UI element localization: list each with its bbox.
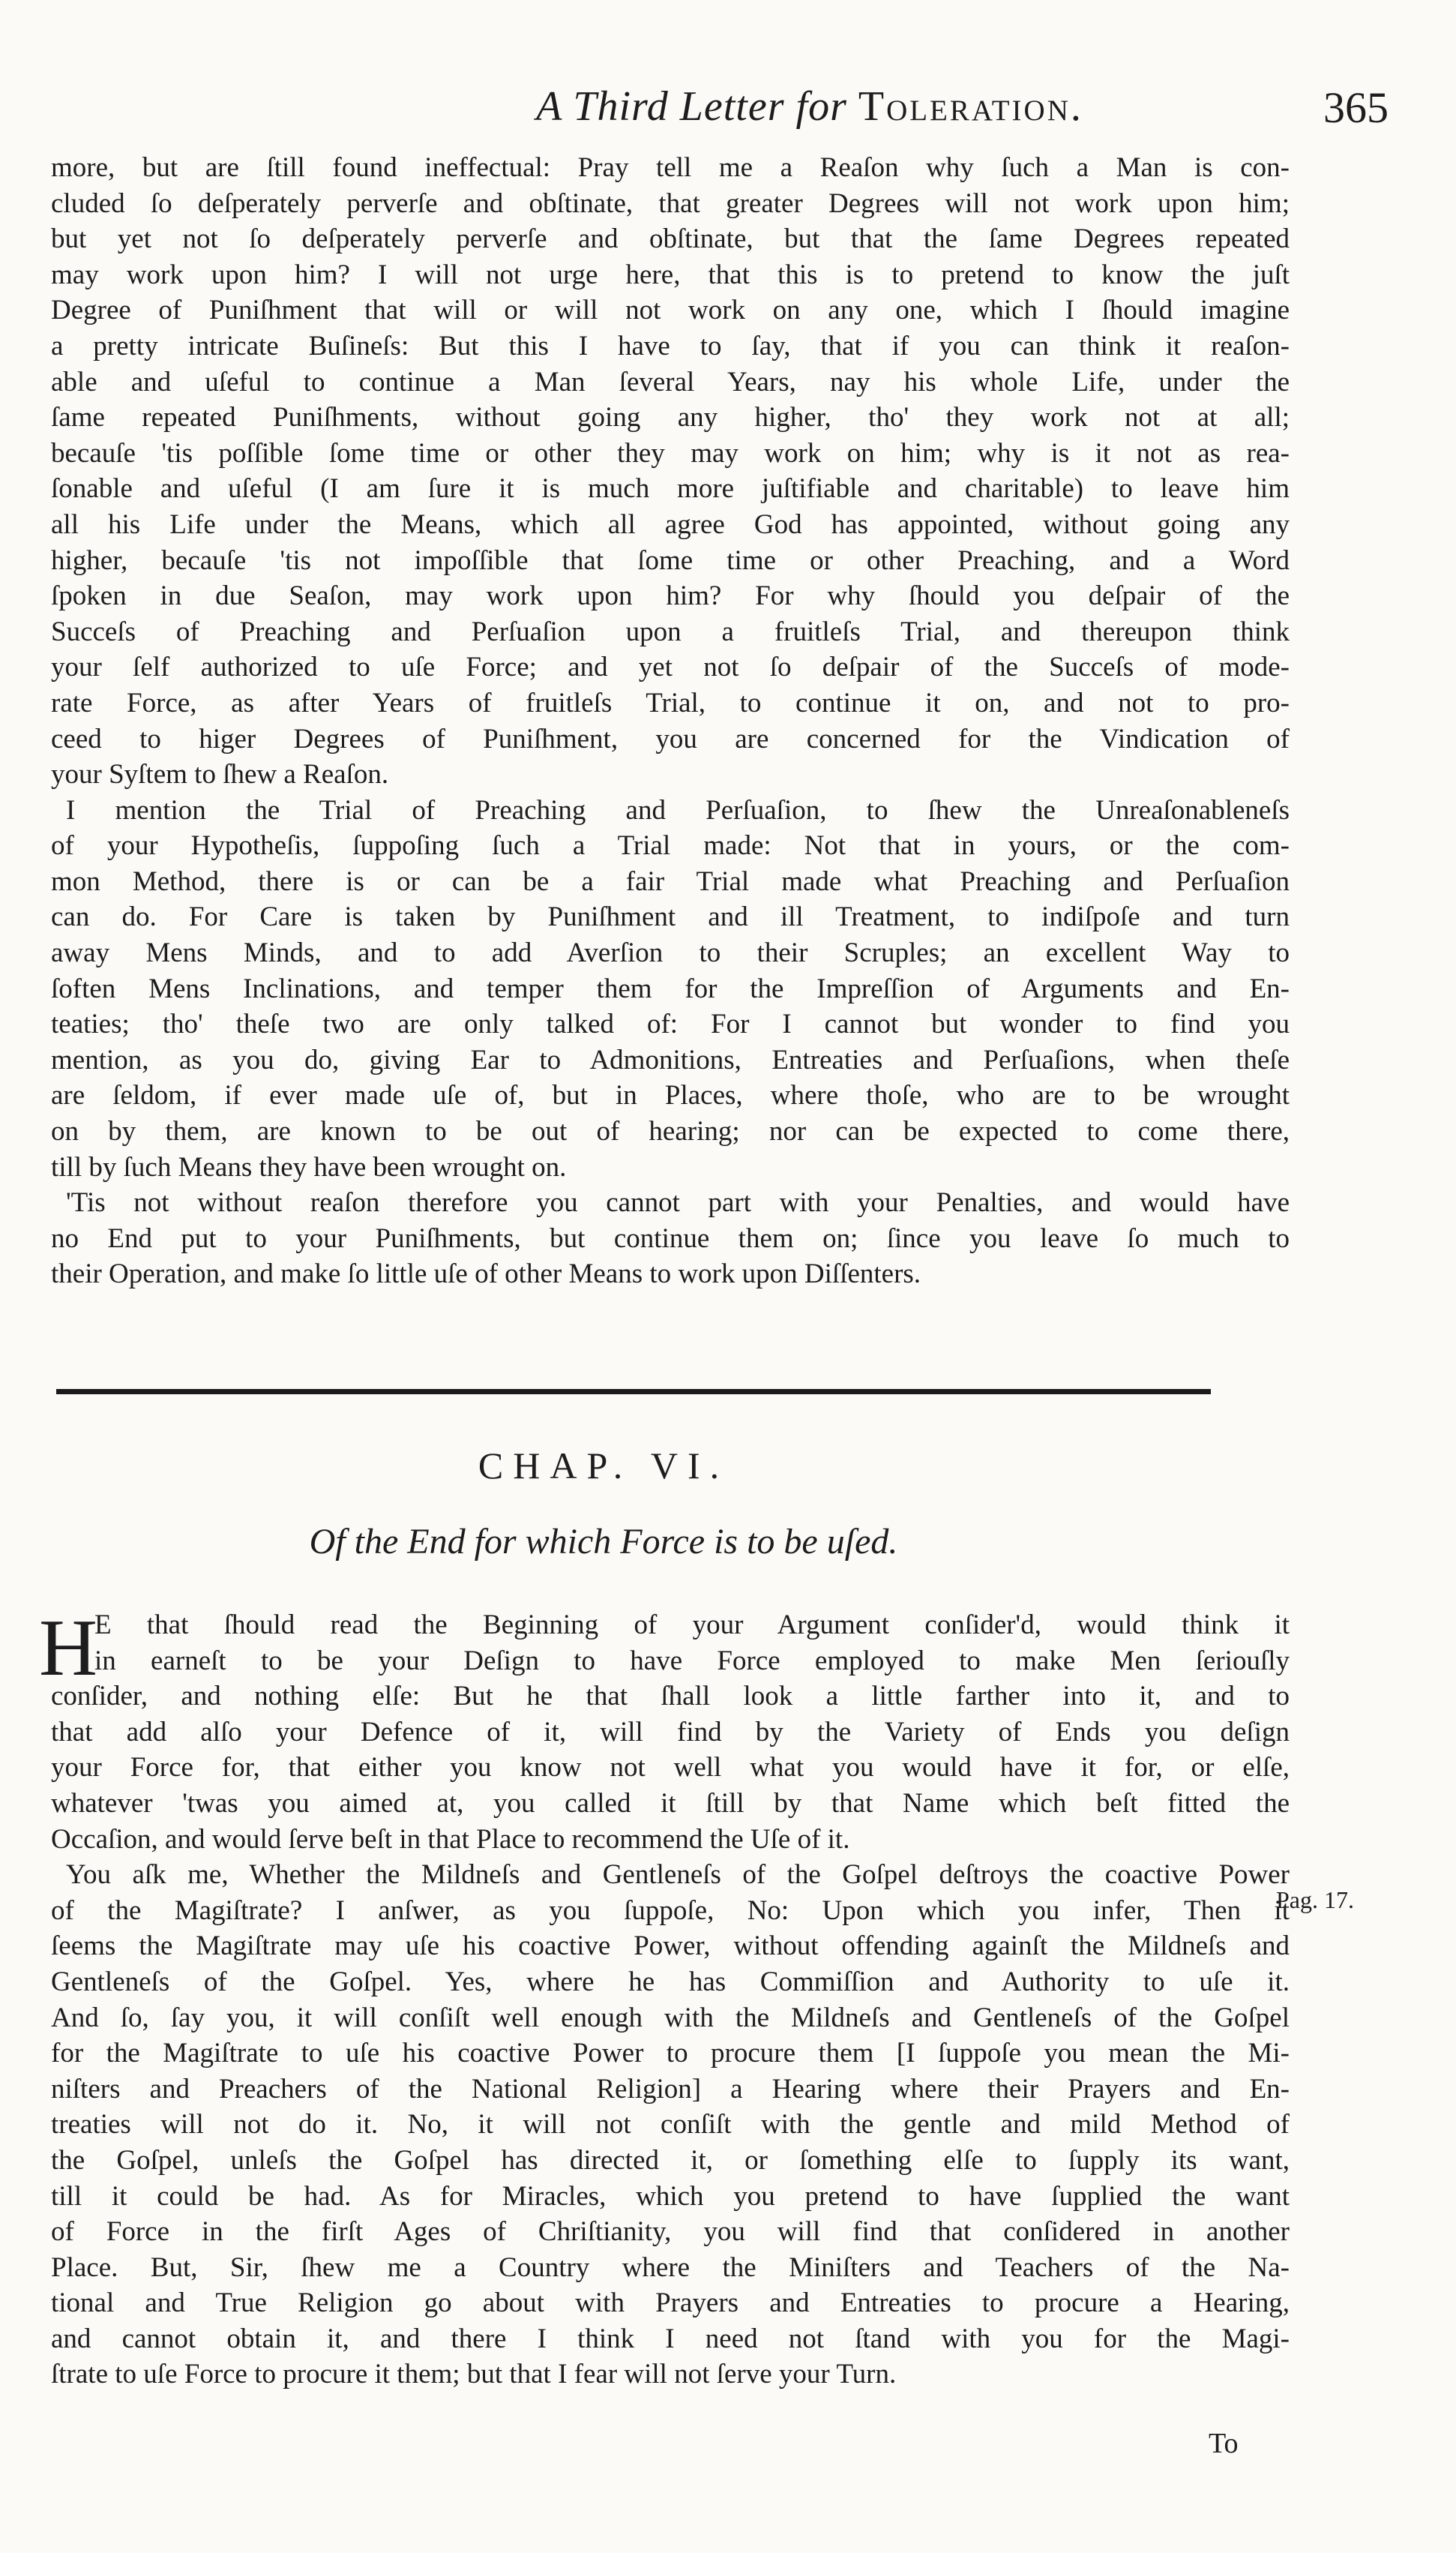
text-line: of Force in the firſt Ages of Chriſtianity, you will find that conſidered in another [51, 2216, 1290, 2248]
text-line: niſters and Preachers of the National Religion] a Hearing where their Prayers and En- [51, 2073, 1290, 2104]
text-line: in earneſt to be your Deſign to have Force employed to make Men ſeriouſly [94, 1645, 1290, 1676]
text-line: ſeems the Magiſtrate may uſe his coactive Power, without offending againſt the Mildneſs and [51, 1930, 1290, 1962]
running-title-caps: Toleration. [858, 83, 1083, 130]
text-line: conſider, and nothing elſe: But he that ſhall look a little farther into it, and to [51, 1681, 1290, 1712]
text-line: cluded ſo deſperately perverſe and obſtinate, that greater Degrees will not work upon him; [51, 188, 1290, 219]
text-line: for the Magiſtrate to uſe his coactive Power to procure them [I ſuppoſe you mean the Mi- [51, 2038, 1290, 2069]
chapter-body-text [51, 1607, 1290, 2392]
text-line: And ſo, ſay you, it will conſiſt well enough with the Mildneſs and Gentleneſs of the Goſpel [51, 2002, 1290, 2033]
text-line: the Goſpel, unleſs the Goſpel has directed it, or ſomething elſe to ſupply its want, [51, 2144, 1290, 2176]
text-line: of your Hypotheſis, ſuppoſing ſuch a Trial made: Not that in yours, or the com- [51, 830, 1290, 862]
text-line: higher, becauſe 'tis not impoſſible that ſome time or other Preaching, and a Word [51, 544, 1290, 576]
text-line: mention, as you do, giving Ear to Admonitions, Entreaties and Perſuaſions, when theſe [51, 1044, 1290, 1076]
text-line: that add alſo your Defence of it, will find by the Variety of Ends you deſign [51, 1716, 1290, 1748]
page-header [0, 82, 1456, 142]
running-title [345, 82, 1275, 130]
text-line: no End put to your Puniſhments, but continue them on; ſince you leave ſo much to [51, 1222, 1290, 1254]
text-line: Place. But, Sir, ſhew me a Country where the Miniſters and Teachers of the Na- [51, 2252, 1290, 2283]
text-line: all his Life under the Means, which all agree God has appointed, without going any [51, 508, 1290, 540]
chapter-subtitle: Of the End for which Force is to be uſed. [309, 1522, 898, 1562]
text-line: ſpoken in due Seaſon, may work upon him? For why ſhould you deſpair of the [51, 580, 1290, 612]
text-line: ceed to higer Degrees of Puniſhment, you are concerned for the Vindication of [51, 723, 1290, 754]
text-line: their Operation, and make ſo little uſe of other Means to work upon Diſſenters. [51, 1258, 921, 1290]
page-number: 365 [1323, 83, 1389, 132]
text-line: tional and True Religion go about with Prayers and Entreaties to procure a Hearing, [51, 2288, 1290, 2319]
text-line: ſtrate to uſe Force to procure it them; but that I fear will not ſerve your Turn. [51, 2359, 897, 2390]
text-line: but yet not ſo deſperately perverſe and obſtinate, but that the ſame Degrees repeated [51, 224, 1290, 255]
text-line: till by ſuch Means they have been wrought on. [51, 1151, 567, 1183]
text-line: a pretty intricate Buſineſs: But this I have to ſay, that if you can think it reaſon- [51, 330, 1290, 362]
text-line: You aſk me, Whether the Mildneſs and Gentleneſs of the Goſpel deſtroys the coactive Power [66, 1859, 1290, 1891]
text-line: I mention the Trial of Preaching and Perſuaſion, to ſhew the Unreaſonableneſs [66, 794, 1290, 826]
text-line: mon Method, there is or can be a fair Trial made what Preaching and Perſuaſion [51, 866, 1290, 897]
text-line: are ſeldom, if ever made uſe of, but in Places, where thoſe, who are to be wrought [51, 1080, 1290, 1112]
section-rule [56, 1389, 1211, 1394]
text-line: your Force for, that either you know not well what you would have it for, or elſe, [51, 1752, 1290, 1784]
drop-cap: H [39, 1604, 97, 1693]
body-text-continued [51, 150, 1290, 1292]
text-line: may work upon him? I will not urge here, that this is to pretend to know the juſt [51, 259, 1290, 290]
text-line: ſoften Mens Inclinations, and temper them for the Impreſſion of Arguments and En- [51, 973, 1290, 1004]
text-line: ſonable and uſeful (I am ſure it is much more juſtifiable and charitable) to leave him [51, 473, 1290, 505]
catchword: To [1209, 2428, 1239, 2459]
text-line: away Mens Minds, and to add Averſion to their Scruples; an excellent Way to [51, 938, 1290, 969]
text-line: able and uſeful to continue a Man ſeveral Years, nay his whole Life, under the [51, 366, 1290, 398]
text-line: can do. For Care is taken by Puniſhment and ill Treatment, to indiſpoſe and turn [51, 902, 1290, 933]
text-line: Occaſion, and would ſerve beſt in that Place to recommend the Uſe of it. [51, 1823, 850, 1855]
text-line: rate Force, as after Years of fruitleſs Trial, to continue it on, and not to pro- [51, 687, 1290, 718]
text-line: your ſelf authorized to uſe Force; and yet not ſo deſpair of the Succeſs of mode- [51, 652, 1290, 683]
text-line: treaties will not do it. No, it will not conſiſt with the gentle and mild Method of [51, 2109, 1290, 2140]
text-line: becauſe 'tis poſſible ſome time or other they may work on him; why is it not as rea- [51, 437, 1290, 469]
text-line: teaties; tho' theſe two are only talked of: For I cannot but wonder to find you [51, 1009, 1290, 1040]
text-line: ſame repeated Puniſhments, without going any higher, tho' they work not at all; [51, 402, 1290, 434]
text-line: more, but are ſtill found ineffectual: Pray tell me a Reaſon why ſuch a Man is con- [51, 152, 1290, 183]
text-line: 'Tis not without reaſon therefore you cannot part with your Penalties, and would have [66, 1187, 1290, 1219]
text-line: of the Magiſtrate? I anſwer, as you ſuppoſe, No: Upon which you infer, Then it [51, 1894, 1290, 1926]
chapter-title: CHAP. VI. [478, 1444, 729, 1486]
margin-note: Pag. 17. [1276, 1886, 1354, 1913]
text-line: Gentleneſs of the Goſpel. Yes, where he has Commiſſion and Authority to uſe it. [51, 1966, 1290, 1997]
running-title-italic: A Third Letter for [536, 83, 858, 130]
text-line: whatever 'twas you aimed at, you called it ſtill by that Name which beſt fitted the [51, 1787, 1290, 1819]
text-line: and cannot obtain it, and there I think I need not ſtand with you for the Magi- [51, 2323, 1290, 2354]
text-line: E that ſhould read the Beginning of your Argument conſider'd, would think it [94, 1610, 1290, 1640]
text-line: Degree of Puniſhment that will or will not work on any one, which I ſhould imagine [51, 295, 1290, 326]
text-line: your Syſtem to ſhew a Reaſon. [51, 759, 389, 790]
text-line: till it could be had. As for Miracles, which you pretend to have ſupplied the want [51, 2180, 1290, 2212]
text-line: Succeſs of Preaching and Perſuaſion upon a fruitleſs Trial, and thereupon think [51, 616, 1290, 647]
text-line: on by them, are known to be out of hearing; nor can be expected to come there, [51, 1116, 1290, 1148]
